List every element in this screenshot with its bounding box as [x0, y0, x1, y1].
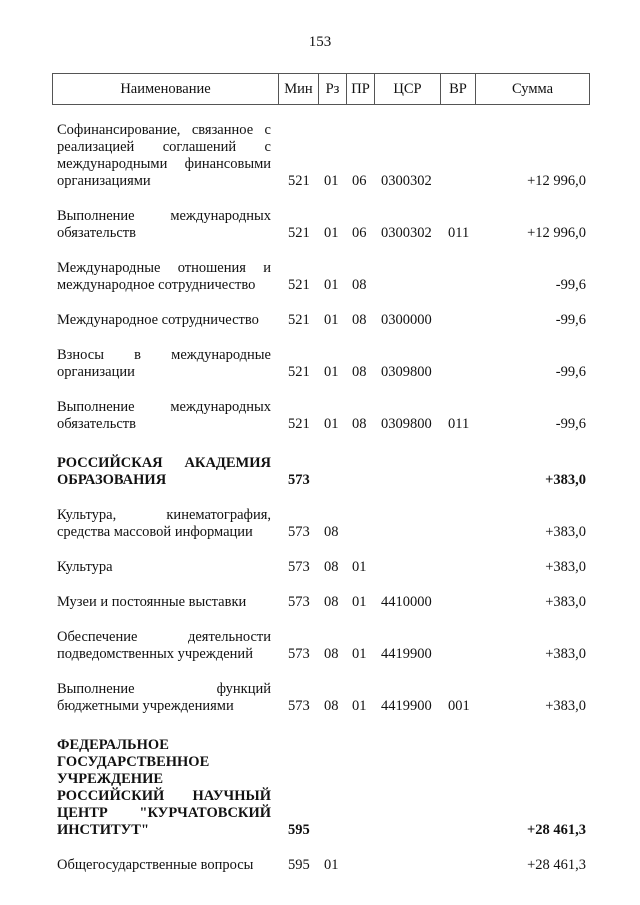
cell-name: Обеспечение деятельности подведомственных учреждений: [57, 629, 271, 662]
cell-name: Международные отношения и международное сотрудничество: [57, 260, 271, 293]
cell-csr: 0309800: [381, 364, 432, 380]
cell-name: РОССИЙСКАЯ АКАДЕМИЯ ОБРАЗОВАНИЯ: [57, 455, 271, 488]
cell-sum: +383,0: [545, 646, 586, 662]
table-row: [0, 399, 640, 433]
cell-rz: 08: [324, 594, 339, 610]
cell-min: 521: [288, 416, 310, 432]
table-row: [0, 347, 640, 381]
cell-pr: 06: [352, 173, 367, 189]
cell-min: 521: [288, 173, 310, 189]
table-row: [0, 260, 640, 294]
cell-sum: -99,6: [555, 364, 586, 380]
cell-rz: 01: [324, 225, 339, 241]
cell-rz: 01: [324, 173, 339, 189]
cell-name: Культура, кинематография, средства массовой информации: [57, 507, 271, 540]
cell-pr: 08: [352, 312, 367, 328]
cell-min: 521: [288, 225, 310, 241]
cell-sum: +28 461,3: [526, 822, 586, 838]
cell-rz: 08: [324, 524, 339, 540]
cell-csr: 0309800: [381, 416, 432, 432]
cell-min: 573: [288, 524, 310, 540]
cell-min: 521: [288, 364, 310, 380]
cell-rz: 08: [324, 646, 339, 662]
cell-sum: +12 996,0: [527, 225, 586, 241]
cell-pr: 08: [352, 364, 367, 380]
cell-min: 573: [288, 559, 310, 575]
cell-sum: +383,0: [545, 594, 586, 610]
table-row: [0, 737, 640, 839]
cell-pr: 08: [352, 277, 367, 293]
cell-min: 573: [288, 594, 310, 610]
cell-name: Взносы в международные организации: [57, 347, 271, 380]
table-row: [0, 312, 640, 329]
cell-pr: 01: [352, 559, 367, 575]
header-sum: Сумма: [476, 74, 590, 105]
cell-pr: 06: [352, 225, 367, 241]
table-header: [52, 73, 590, 105]
table-row: [0, 507, 640, 541]
cell-name: ФЕДЕРАЛЬНОЕ ГОСУДАРСТВЕННОЕ УЧРЕЖДЕНИЕ РОССИЙСКИЙ НАУЧНЫЙ ЦЕНТР "КУРЧАТОВСКИЙ ИНСТИТУТ": [57, 737, 271, 838]
cell-name: Выполнение функций бюджетными учреждениями: [57, 681, 271, 714]
cell-sum: +383,0: [545, 559, 586, 575]
cell-sum: -99,6: [555, 312, 586, 328]
cell-rz: 01: [324, 416, 339, 432]
cell-csr: 0300302: [381, 173, 432, 189]
cell-sum: -99,6: [555, 416, 586, 432]
table-row: [0, 594, 640, 611]
cell-rz: 01: [324, 857, 339, 873]
header-csr: ЦСР: [375, 74, 441, 105]
cell-csr: 4419900: [381, 698, 432, 714]
cell-sum: +383,0: [545, 524, 586, 540]
table-body: [0, 122, 640, 892]
cell-name: Музеи и постоянные выставки: [57, 594, 247, 610]
cell-csr: 0300000: [381, 312, 432, 328]
cell-name: Культура: [57, 559, 113, 575]
cell-pr: 01: [352, 698, 367, 714]
table-row: [0, 122, 640, 190]
cell-csr: 4410000: [381, 594, 432, 610]
cell-min: 595: [288, 857, 310, 873]
header-min: Мин: [279, 74, 319, 105]
table-row: [0, 629, 640, 663]
cell-sum: -99,6: [555, 277, 586, 293]
cell-min: 521: [288, 277, 310, 293]
cell-sum: +28 461,3: [527, 857, 586, 873]
page-number: 153: [308, 34, 332, 50]
cell-sum: +12 996,0: [527, 173, 586, 189]
cell-sum: +383,0: [545, 472, 586, 488]
header-rz: Рз: [319, 74, 347, 105]
cell-sum: +383,0: [545, 698, 586, 714]
cell-name: Софинансирование, связанное с реализацией соглашений с международными финансовыми организациями: [57, 122, 271, 189]
cell-min: 573: [288, 472, 310, 488]
cell-rz: 08: [324, 698, 339, 714]
cell-name: Выполнение международных обязательств: [57, 208, 271, 241]
header-vr: ВР: [441, 74, 476, 105]
cell-vr: 011: [448, 416, 470, 432]
table-row: [0, 681, 640, 715]
cell-rz: 08: [324, 559, 339, 575]
cell-pr: 01: [352, 594, 367, 610]
cell-vr: 001: [448, 698, 470, 714]
cell-vr: 011: [448, 225, 470, 241]
cell-rz: 01: [324, 312, 339, 328]
cell-csr: 4419900: [381, 646, 432, 662]
cell-min: 521: [288, 312, 310, 328]
cell-min: 573: [288, 646, 310, 662]
table-row: [0, 857, 640, 874]
cell-min: 595: [288, 822, 310, 838]
table-row: [0, 559, 640, 576]
cell-rz: 01: [324, 277, 339, 293]
cell-pr: 01: [352, 646, 367, 662]
header-pr: ПР: [347, 74, 375, 105]
header-name: Наименование: [53, 74, 279, 105]
cell-min: 573: [288, 698, 310, 714]
cell-rz: 01: [324, 364, 339, 380]
cell-csr: 0300302: [381, 225, 432, 241]
table-row: [0, 208, 640, 242]
cell-pr: 08: [352, 416, 367, 432]
table-row: [0, 455, 640, 489]
cell-name: Общегосударственные вопросы: [57, 857, 254, 873]
cell-name: Международное сотрудничество: [57, 312, 259, 328]
cell-name: Выполнение международных обязательств: [57, 399, 271, 432]
